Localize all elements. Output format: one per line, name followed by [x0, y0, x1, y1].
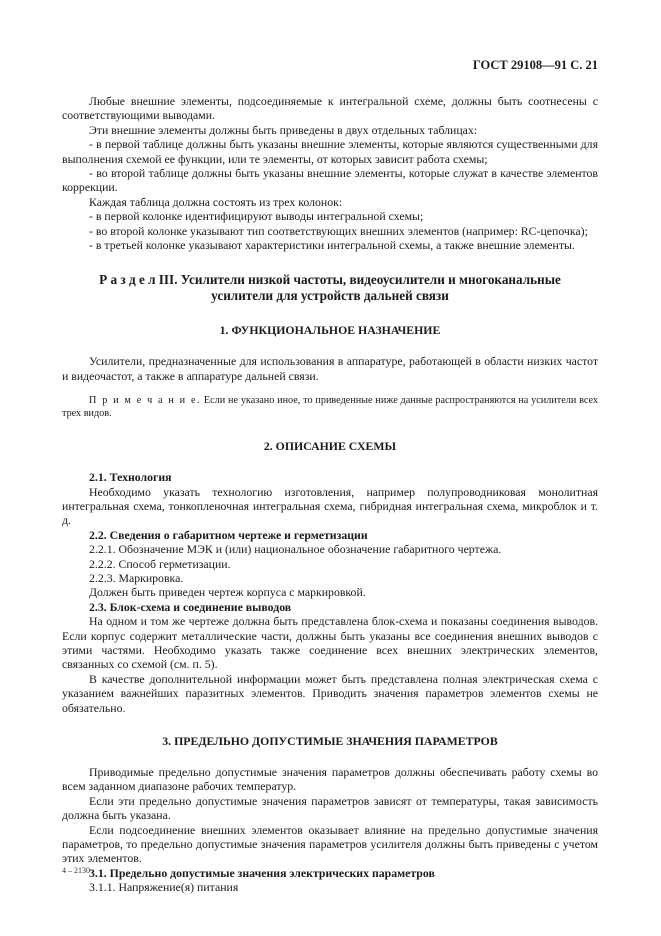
subheading-electrical-limits: 3.1. Предельно допустимые значения электрических параметров	[89, 865, 435, 880]
heading-circuit-description: 2. ОПИСАНИЕ СХЕМЫ	[263, 439, 397, 454]
intro-paragraph-2: Эти внешние элементы должны быть приведены в двух отдельных таблицах:	[89, 122, 478, 137]
block-diagram-text-1: На одном и том же чертеже должна быть представлена блок-схема и показаны соединения выводов. Если корпус содержит металлические части, должны быть указаны все соединения внешних выводов с этими частями. Необходимо указать также соединение всех внешних электрических элементов, связанных со схемой (см. п. 5).	[62, 614, 598, 672]
limit-values-text-2: Если эти предельно допустимые значения параметров зависят от температуры, такая зависимость должна быть указана.	[62, 793, 598, 823]
subheading-outline-drawing: 2.2. Сведения о габаритном чертеже и герметизации	[89, 527, 368, 542]
intro-list-item-1: - в первой таблице должны быть указаны внешние элементы, которые являются существенными для выполнения схемой ее функции, или те элементы, от которых зависит работа схемы;	[62, 137, 598, 166]
section-title-line2: усилители для устройств дальней связи	[211, 288, 449, 304]
note-text: Если не указано иное, то приведенные ниже данные распространяются на усилители всех трех видов.	[62, 395, 598, 419]
document-page	[62, 58, 598, 895]
intro-list-item-3: - в первой колонке идентифицируют выводы интегральной схемы;	[89, 209, 424, 224]
subheading-technology: 2.1. Технология	[89, 470, 172, 485]
intro-list-item-4: - во второй колонке указывают тип соответствующих внешних элементов (например: RC-цепочка);	[89, 223, 588, 238]
section-title	[62, 272, 598, 304]
section-title-line1: Усилители низкой частоты, видеоусилители и многоканальные	[177, 272, 561, 288]
note-label: П р и м е ч а н и е.	[89, 395, 202, 407]
intro-list-item-5: - в третьей колонке указывают характеристики интегральной схемы, а также внешние элементы.	[89, 238, 575, 253]
block-diagram-text-2: В качестве дополнительной информации может быть представлена полная электрическая схема с указанием важнейших паразитных элементов. Приводить значения параметров элементов схемы не обязательно.	[62, 671, 598, 715]
outline-item-4: Должен быть приведен чертеж корпуса с маркировкой.	[89, 585, 366, 600]
heading-limit-values: 3. ПРЕДЕЛЬНО ДОПУСТИМЫЕ ЗНАЧЕНИЯ ПАРАМЕТРОВ	[162, 734, 498, 748]
outline-item-2: 2.2.2. Способ герметизации.	[89, 556, 231, 571]
note	[62, 395, 598, 420]
limit-values-text-1: Приводимые предельно допустимые значения параметров должны обеспечивать работу схемы во всем заданном диапазоне рабочих температур.	[62, 765, 598, 794]
page-header: ГОСТ 29108—91 С. 21	[472, 58, 598, 72]
outline-item-3: 2.2.3. Маркировка.	[89, 570, 184, 585]
intro-paragraph-3: Каждая таблица должна состоять из трех колонок:	[89, 194, 343, 209]
electrical-limits-item-1: 3.1.1. Напряжение(я) питания	[89, 880, 239, 895]
heading-functional-purpose: 1. ФУНКЦИОНАЛЬНОЕ НАЗНАЧЕНИЕ	[219, 323, 441, 338]
page-footer-code: 4 – 2130	[62, 866, 90, 875]
functional-purpose-text: Усилители, предназначенные для использования в аппаратуре, работающей в области низких частот и видеочастот, а также в аппаратуре дальней связи.	[62, 354, 598, 383]
outline-item-1: 2.2.1. Обозначение МЭК и (или) национальное обозначение габаритного чертежа.	[89, 542, 502, 557]
subheading-block-diagram: 2.3. Блок-схема и соединение выводов	[89, 599, 292, 614]
intro-paragraph-1: Любые внешние элементы, подсоединяемые к интегральной схеме, должны быть соотнесены с соответствующими выводами.	[62, 94, 598, 123]
intro-list-item-2: - во второй таблице должны быть указаны внешние элементы, которые служат в качестве элементов коррекции.	[62, 166, 598, 195]
section-prefix: Р а з д е л III.	[99, 272, 178, 288]
technology-text: Необходимо указать технологию изготовления, например полупроводниковая монолитная интегральная схема, тонкопленочная интегральная схема, гибридная интегральная схема, микроблок и т. д.	[62, 484, 598, 528]
limit-values-text-3: Если подсоединение внешних элементов оказывает влияние на предельно допустимые значения параметров, то предельно допустимые значения параметров усилителя должны быть приведены с учетом этих элементов.	[62, 822, 598, 866]
